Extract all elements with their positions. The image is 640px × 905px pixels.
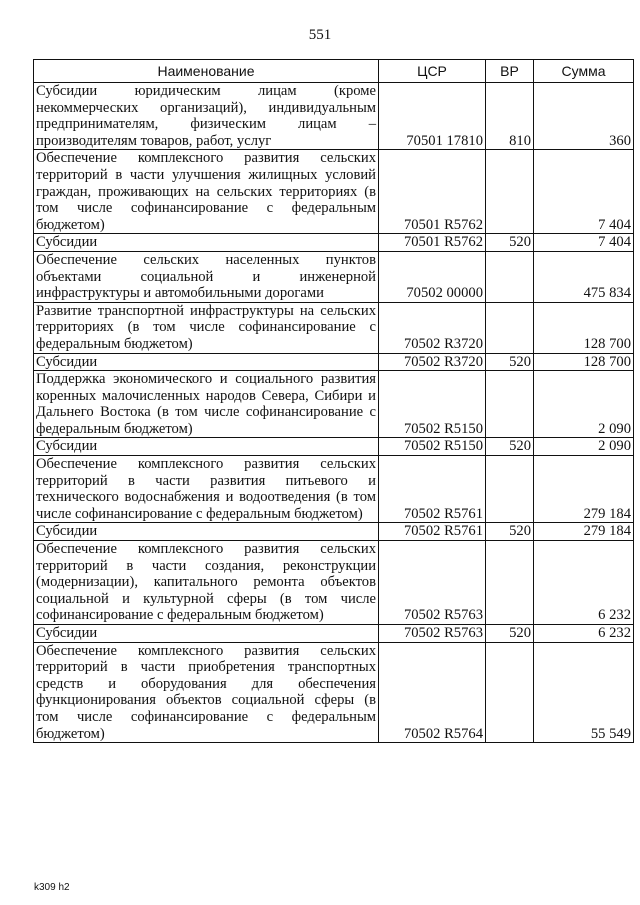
table-row xyxy=(34,456,634,523)
table-row xyxy=(34,642,634,743)
row-sum: 475 834 xyxy=(534,251,634,302)
row-csr: 70502 R3720 xyxy=(379,302,486,353)
row-csr: 70502 R5764 xyxy=(379,642,486,743)
row-name: Обеспечение комплексного развития сельских территорий в части улучшения жилищных условий граждан, проживающих на сельских территориях (в том числе софинансирование с федеральным бюджетом) xyxy=(34,150,379,234)
row-vr xyxy=(486,150,534,234)
row-name: Развитие транспортной инфраструктуры на сельских территориях (в том числе софинансирование с федеральным бюджетом) xyxy=(34,302,379,353)
table-row xyxy=(34,371,634,438)
row-sum: 279 184 xyxy=(534,523,634,541)
table-row xyxy=(34,625,634,643)
table-row xyxy=(34,353,634,371)
header-vr: ВР xyxy=(486,60,534,83)
header-csr: ЦСР xyxy=(379,60,486,83)
row-csr: 70502 R5761 xyxy=(379,456,486,523)
row-csr: 70502 R5150 xyxy=(379,371,486,438)
row-csr: 70502 R5763 xyxy=(379,625,486,643)
row-sum: 2 090 xyxy=(534,438,634,456)
table-row xyxy=(34,83,634,150)
table-row xyxy=(34,251,634,302)
footer-code: k309 h2 xyxy=(34,882,70,893)
row-sum: 360 xyxy=(534,83,634,150)
row-vr: 520 xyxy=(486,625,534,643)
table-header-row xyxy=(34,60,634,83)
page-number: 551 xyxy=(308,27,332,43)
budget-table xyxy=(33,59,634,743)
row-csr: 70502 R5761 xyxy=(379,523,486,541)
header-name: Наименование xyxy=(34,60,379,83)
row-sum: 279 184 xyxy=(534,456,634,523)
table-row xyxy=(34,234,634,252)
row-name: Субсидии xyxy=(34,523,379,541)
row-vr: 520 xyxy=(486,438,534,456)
row-sum: 128 700 xyxy=(534,353,634,371)
row-sum: 7 404 xyxy=(534,234,634,252)
table-row xyxy=(34,150,634,234)
table-row xyxy=(34,541,634,625)
row-csr: 70502 00000 xyxy=(379,251,486,302)
row-vr: 520 xyxy=(486,234,534,252)
row-name: Субсидии xyxy=(34,353,379,371)
row-csr: 70502 R3720 xyxy=(379,353,486,371)
row-name: Субсидии xyxy=(34,234,379,252)
row-csr: 70502 R5763 xyxy=(379,541,486,625)
row-vr: 520 xyxy=(486,353,534,371)
row-vr xyxy=(486,302,534,353)
row-vr xyxy=(486,371,534,438)
row-csr: 70501 R5762 xyxy=(379,234,486,252)
row-name: Обеспечение сельских населенных пунктов объектами социальной и инженерной инфраструктуры и автомобильными дорогами xyxy=(34,251,379,302)
row-name: Субсидии юридическим лицам (кроме некоммерческих организаций), индивидуальным предпринимателям, физическим лицам – производителям товаров, работ, услуг xyxy=(34,83,379,150)
row-sum: 6 232 xyxy=(534,541,634,625)
row-name: Субсидии xyxy=(34,438,379,456)
row-sum: 6 232 xyxy=(534,625,634,643)
row-vr xyxy=(486,456,534,523)
table-row xyxy=(34,523,634,541)
row-sum: 2 090 xyxy=(534,371,634,438)
row-csr: 70501 R5762 xyxy=(379,150,486,234)
row-name: Обеспечение комплексного развития сельских территорий в части создания, реконструкции (модернизации), капитального ремонта объектов социальной и культурной сферы (в том числе софинансирование с федеральным бюджетом) xyxy=(34,541,379,625)
row-sum: 7 404 xyxy=(534,150,634,234)
row-vr xyxy=(486,251,534,302)
header-sum: Сумма xyxy=(534,60,634,83)
row-vr: 520 xyxy=(486,523,534,541)
row-sum: 55 549 xyxy=(534,642,634,743)
row-vr: 810 xyxy=(486,83,534,150)
row-csr: 70501 17810 xyxy=(379,83,486,150)
row-name: Субсидии xyxy=(34,625,379,643)
table-row xyxy=(34,438,634,456)
row-name: Обеспечение комплексного развития сельских территорий в части развития питьевого и технического водоснабжения и водоотведения (в том числе софинансирование с федеральным бюджетом) xyxy=(34,456,379,523)
row-name: Поддержка экономического и социального развития коренных малочисленных народов Севера, Сибири и Дальнего Востока (в том числе софинансирование с федеральным бюджетом) xyxy=(34,371,379,438)
table-row xyxy=(34,302,634,353)
row-sum: 128 700 xyxy=(534,302,634,353)
row-vr xyxy=(486,541,534,625)
row-csr: 70502 R5150 xyxy=(379,438,486,456)
row-vr xyxy=(486,642,534,743)
row-name: Обеспечение комплексного развития сельских территорий в части приобретения транспортных средств и оборудования для обеспечения функционирования объектов социальной сферы (в том числе софинансирование с федеральным бюджетом) xyxy=(34,642,379,743)
